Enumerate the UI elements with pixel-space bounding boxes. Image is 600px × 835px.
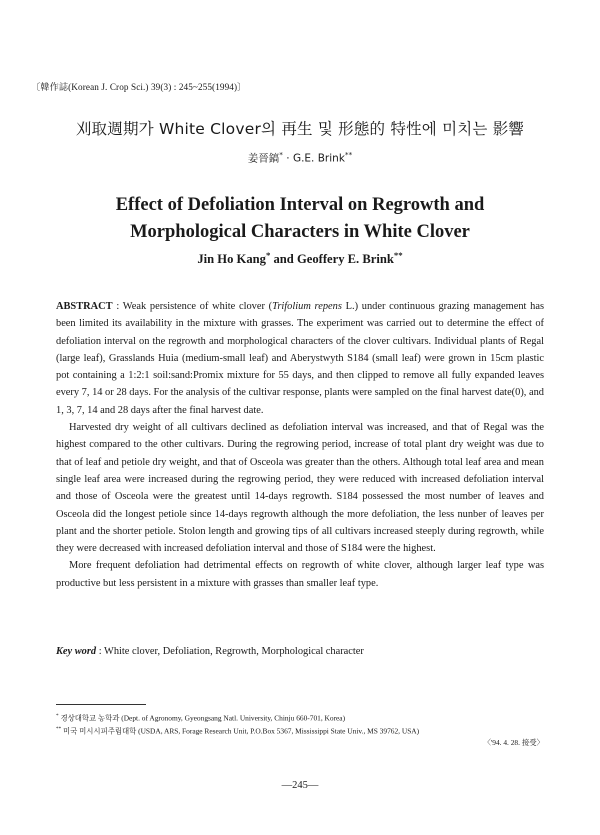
footnote-1-mark: * bbox=[56, 713, 59, 719]
footnote-divider bbox=[56, 704, 146, 705]
abstract-label: ABSTRACT bbox=[56, 301, 113, 312]
abstract-body bbox=[56, 298, 544, 592]
korean-author-2: G.E. Brink bbox=[292, 152, 345, 165]
species-name: Trifolium repens bbox=[272, 301, 342, 312]
abstract-paragraph-3: More frequent defoliation had detrimental effects on regrowth of white clover, although larger leaf type was productive but less persistent in a mixture with grasses than smaller leaf type. bbox=[56, 560, 544, 589]
journal-reference: 〔韓作誌(Korean J. Crop Sci.) 39(3) : 245~255(1994)〕 bbox=[31, 82, 247, 92]
korean-author-1-mark: * bbox=[279, 150, 283, 159]
korean-title: 刈取週期가 White Clover의 再生 및 形態的 特性에 미치는 影響 bbox=[75, 120, 525, 138]
abstract-p1-pre: Weak persistence of white clover ( bbox=[122, 301, 273, 312]
keywords bbox=[56, 646, 364, 657]
footnote-1 bbox=[56, 711, 544, 724]
korean-author-1: 姜晉鎬 bbox=[247, 152, 280, 165]
keyword-label: Key word bbox=[56, 646, 97, 657]
english-author-and: and bbox=[270, 252, 297, 267]
english-title-line-1: Effect of Defoliation Interval on Regrowth and bbox=[115, 195, 485, 215]
english-author-1: Jin Ho Kang bbox=[197, 252, 266, 267]
english-title bbox=[0, 192, 600, 246]
footnote-1-text: 경상대학교 농학과 (Dept. of Agronomy, Gyeongsang Natl. University, Chinju 660-701, Korea) bbox=[58, 713, 346, 723]
page-number: —245— bbox=[281, 780, 319, 791]
received-date: 〈'94. 4. 28. 接受〉 bbox=[483, 737, 544, 747]
abstract-paragraph-1 bbox=[56, 298, 544, 419]
keyword-colon: : bbox=[96, 646, 105, 657]
korean-authors bbox=[0, 150, 600, 166]
footnote-2 bbox=[56, 724, 544, 737]
abstract-paragraph-2: Harvested dry weight of all cultivars declined as defoliation interval was increased, and that of Regal was the highest compared to the other cultivars. During the regrowing period, increase of total plant dry weight was due to that of leaf and petiole dry weight, and that of Osceola was greater than the others. Although total leaf area and mean single leaf area were increased during the regrowing period, they were reduced with increased defoliation interval and those of Osceola were the greatest until 14-days regrowth. S184 possessed the most number of leaves and Osceola did the longest petiole since 14-days regrowth although the more defoliation, the less nunber of leaves per plant and the shorter petiole. Stolon length and growing tips of all cultivars increased steeply during regrowth, while they were decreased with increased defoliation interval and those of S184 were the highest. bbox=[56, 422, 544, 555]
keyword-text: White clover, Defoliation, Regrowth, Morphological character bbox=[104, 646, 364, 657]
korean-author-2-mark: ** bbox=[344, 150, 353, 159]
english-author-2: Geoffery E. Brink bbox=[296, 252, 394, 267]
footnote-2-mark: ** bbox=[56, 725, 62, 732]
abstract-colon: : bbox=[112, 301, 123, 312]
footnote-2-text: 미국 미시시피주립대학 (USDA, ARS, Forage Research Unit, P.O.Box 5367, Mississippi State Univ., MS 39762, USA) bbox=[61, 726, 420, 736]
english-author-1-mark: * bbox=[265, 250, 271, 260]
english-author-2-mark: ** bbox=[393, 250, 403, 260]
english-authors bbox=[0, 250, 600, 267]
footnotes bbox=[56, 711, 544, 748]
korean-author-separator: · bbox=[282, 152, 293, 165]
abstract-p1-rest: L.) under continuous grazing management has been limited its availability in the mixture with grasses. The experiment was carried out to determine the effect of defoliation interval on the regrowth and morphological characters of the clover cultivars. Individual plants of Regal (large leaf), Grasslands Huia (medium-small leaf) and Aberystwyth S184 (small leaf) were grown in 15cm plastic pot containing a 1:2:1 soil:sand:Promix mixture for 55 days, and then clipped to remove all fully expanded leaves every 7, 14 or 28 days. For the analysis of the cultivar response, plants were sampled on the final harvest date(0), and 1, 3, 7, 14 and 28 days after the final harvest date. bbox=[56, 301, 545, 416]
english-title-line-2: Morphological Characters in White Clover bbox=[130, 222, 470, 242]
